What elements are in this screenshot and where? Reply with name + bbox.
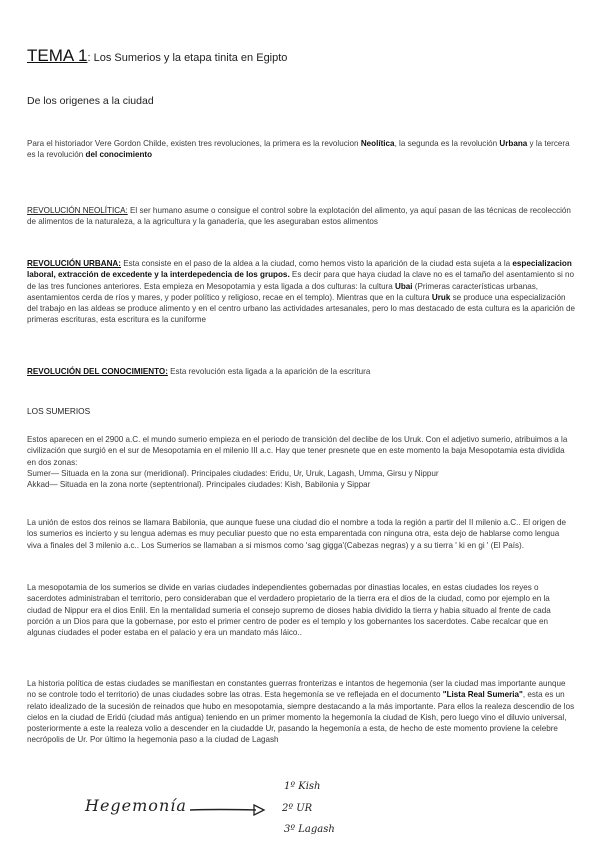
lista-real-sumeria: "Lista Real Sumeria"	[442, 690, 523, 700]
urbana-text-4: se produce una especialización del trabajo en las aldeas se produce alimento y en el centro urbano las actividades artesanales, pero lo mas destacado de esta cultura es la aparición de primeras escrituras, esta escritura es la cuniforme	[27, 292, 576, 325]
urbana-uruk: Uruk	[431, 292, 451, 302]
intro-text-2: , la segunda es la revolución	[394, 139, 500, 148]
sumerios-p1-text: Estos aparecen en el 2900 a.C. el mundo sumerio empieza en el periodo de transición del declibe de los Uruk. Con el adjetivo sumerio, atribuimos a la civilización que surgió en el sur de Mesopotamia en el milenio III a.c. Hay que tener presnete que en este momento la baja Mesopotamia esta dividida en dos zonas:	[27, 435, 568, 467]
intro-text-1: Para el historiador Vere Gordon Childe, existen tres revoluciones, la primera es la revolucion	[27, 139, 361, 148]
sumerios-paragraph-1	[27, 434, 575, 490]
sumerios-paragraph-3: La mesopotamia de los sumerios se divide en varias ciudades independientes gobernadas por dinastias locales, en estas ciudades los reyes o sacerdotes administraban el territorio, pero consideraban que el verdadero propietario de la tierra era el dios de la ciudad, como por ejemplo en la ciudad de Nippur era el dios Enlil. En la mentalidad sumeria el consejo supremo de dioses habia dividido la tierra y habia situado al frente de cada porción a un Dios para que la gobernase, por esto el primer centro de poder es el templo y los gobernantes los sacerdotes. Cabe recalcar que en algunas ciudades el poder estaba en el palacio y era un mandato más láico..	[27, 583, 551, 638]
sumerios-heading: LOS SUMERIOS	[27, 406, 91, 416]
intro-text-3: y la tercera es la revolución	[27, 139, 570, 160]
urbana-text-1: Esta consiste en el paso de la aldea a la ciudad, como hemos visto la aparición de la ciudad esta sujeta a la	[120, 259, 513, 268]
sumer-line: Sumer— Situada en la zona sur (meridional). Principales ciudades: Eridu, Ur, Uruk, Lagash, Umma, Girsu y Nippur	[27, 468, 439, 478]
handwritten-arrow-icon	[188, 800, 268, 820]
urbana-paragraph	[27, 258, 575, 326]
intro-neolitica: Neolítica	[360, 139, 395, 148]
intro-conocimiento: del conocimiento	[85, 150, 153, 160]
sumerios-paragraph-4	[27, 678, 575, 746]
urbana-bold-1: especializacion laboral, extracción de excedente y la interdepedencia de los grupos.	[27, 259, 572, 280]
document-title	[27, 46, 287, 66]
akkad-line: Akkad— Situada en la zona norte (septentrional). Principales ciudades: Kish, Babilonia y Sippar	[27, 480, 371, 490]
sumerios-p4-text-2: , esta es un relato idealizado de la sucesión de reinados que hubo en mesopotamia, siempre destacando a la más importante. Para ellos la realeza descendio de los cielos en la ciudad de Eridú (ciudad más antigua) teniendo en un primer momento la hegemonía la ciudad de Kish, pero luego vino el diluvio universal, posteriormente a este la realeza volio a descender en la ciudadde Ur, pasando la hegemonía a esta, de hecho de este momento proviene la celebre necrópolis de Ur. Por último la hegemonia paso a la ciudad de Lagash	[27, 690, 575, 745]
urbana-ubai: Ubai	[395, 281, 413, 291]
handwritten-item-3: 3º Lagash	[284, 824, 335, 835]
intro-paragraph	[27, 138, 575, 161]
urbana-label: REVOLUCIÓN URBANA:	[27, 259, 121, 268]
intro-urbana: Urbana	[499, 139, 528, 148]
conocimiento-paragraph	[27, 366, 575, 377]
conocimiento-label: REVOLUCIÓN DEL CONOCIMIENTO:	[27, 367, 168, 376]
title-sub: : Los Sumerios y la etapa tinita en Egipto	[87, 52, 288, 64]
conocimiento-text: Esta revolución esta ligada a la aparición de la escritura	[167, 367, 371, 376]
handwritten-item-1: 1º Kish	[284, 781, 321, 792]
handwritten-item-2: 2º UR	[282, 803, 313, 814]
neolitica-label: REVOLUCIÓN NEOLÍTICA:	[27, 206, 128, 215]
sumerios-p4-text-1: La historia política de estas ciudades se manifiestan en constantes guerras fronterizas e intantos de hegemonia (ser la ciudad mas importante aunque no se controle todo el territorio) de unas ciudades sobre las otras. Esta hegemonía se ve reflejada en el documento	[27, 679, 566, 700]
neolitica-text: El ser humano asume o consigue el control sobre la explotación del alimento, ya aquí pasan de las técnicas de recolección de alimentos de la naturaleza, a la agricultura y la ganadería, que les aseguraban estos alimentos	[27, 206, 571, 227]
sumerios-paragraph-2: La unión de estos dos reinos se llamara Babilonia, que aunque fuese una ciudad dio el nombre a toda la región a partir del II milenio a.C.. El origen de los sumerios es incierto y su lengua ademas es muy peculiar puesto que no esta emparentada con ninguna otra, esta dejo de hablarse como lengua viva a finales del 3 milenio a.c.. Los Sumerios se llamaban a si mismos como 'sag gigga'(Cabezas negras) y a su tierra ' ki en gi ' (El País).	[27, 518, 567, 550]
urbana-text-3: (Primeras características urbanas, asentamientos cerda de ríos y mares, y poder político y religioso, recae en el templo). Mientras que en la cultura	[27, 281, 539, 302]
title-main: TEMA 1	[27, 46, 88, 65]
neolitica-paragraph	[27, 205, 575, 228]
urbana-text-2: Es decir para que haya ciudad la clave no es el tamaño del asentamiento si no de las tres funciones anteriores. Esta empieza en Mesopotamia y esta ligada a dos culturas: la cultura	[27, 270, 575, 291]
handwritten-hegemonia: Hegemonía	[85, 796, 187, 815]
section-subtitle: De los origenes a la ciudad	[27, 95, 154, 107]
